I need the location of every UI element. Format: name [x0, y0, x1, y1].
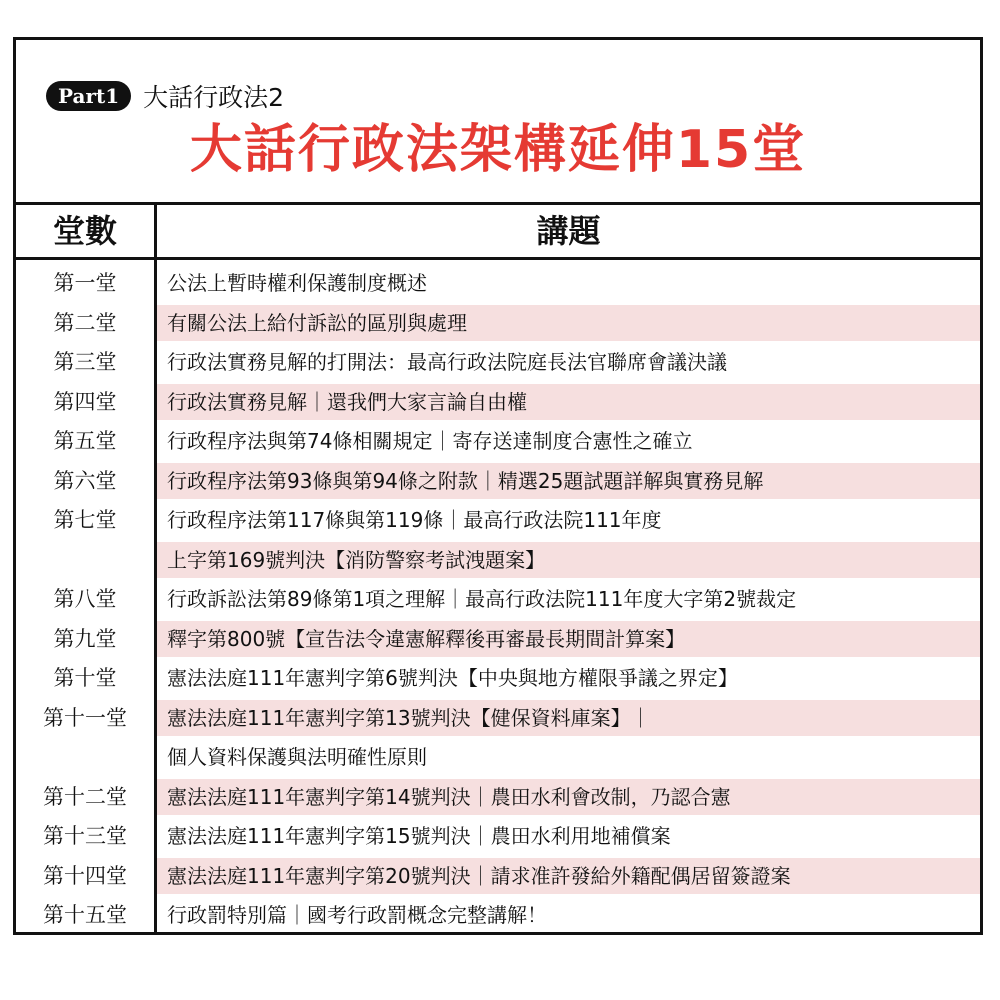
session-label: 第十三堂 — [43, 824, 127, 848]
session-label: 第三堂 — [53, 350, 117, 374]
table-row — [16, 817, 980, 855]
table-row — [16, 304, 980, 342]
table-row — [16, 462, 980, 500]
table-row — [16, 659, 980, 697]
topic-text: 行政程序法第117條與第119條｜最高行政法院111年度 — [167, 508, 662, 532]
part-subtitle: 大話行政法2 — [143, 83, 285, 112]
topic-text: 行政程序法與第74條相關規定｜寄存送達制度合憲性之確立 — [167, 429, 693, 453]
topic-text: 有關公法上給付訴訟的區別與處理 — [157, 305, 980, 341]
table-row — [16, 541, 980, 579]
session-label: 第一堂 — [53, 271, 117, 295]
header — [16, 40, 980, 205]
table-row — [16, 580, 980, 618]
topic-text: 行政法實務見解｜還我們大家言論自由權 — [157, 384, 980, 420]
column-header-session: 堂數 — [52, 212, 117, 250]
topic-text: 釋字第800號【宣告法令違憲解釋後再審最長期間計算案】 — [157, 621, 980, 657]
topic-text: 公法上暫時權利保護制度概述 — [167, 271, 427, 295]
table-row — [16, 343, 980, 381]
topic-text: 憲法法庭111年憲判字第13號判決【健保資料庫案】｜ — [157, 700, 980, 736]
table-row — [16, 738, 980, 776]
table-row — [16, 264, 980, 302]
session-label: 第五堂 — [53, 429, 117, 453]
part-badge: Part1 — [46, 81, 131, 111]
topic-text: 憲法法庭111年憲判字第14號判決｜農田水利會改制，乃認合憲 — [157, 779, 980, 815]
session-label: 第八堂 — [53, 587, 117, 611]
table-row — [16, 383, 980, 421]
topic-text: 行政訴訟法第89條第1項之理解｜最高行政法院111年度大字第2號裁定 — [167, 587, 797, 611]
course-table-frame — [13, 37, 983, 935]
session-label: 第六堂 — [53, 469, 117, 493]
part-row — [46, 78, 284, 114]
table-header-row — [16, 205, 980, 260]
session-label: 第四堂 — [53, 390, 117, 414]
session-label — [16, 541, 154, 579]
page-title: 大話行政法架構延伸15堂 — [189, 120, 807, 180]
session-label: 第十二堂 — [43, 785, 127, 809]
table-row — [16, 778, 980, 816]
table-row — [16, 857, 980, 895]
topic-text: 憲法法庭111年憲判字第6號判決【中央與地方權限爭議之界定】 — [167, 666, 738, 690]
session-label: 第七堂 — [53, 508, 117, 532]
session-label: 第二堂 — [53, 311, 117, 335]
table-row — [16, 422, 980, 460]
topic-text: 憲法法庭111年憲判字第20號判決｜請求准許發給外籍配偶居留簽證案 — [157, 858, 980, 894]
topic-text: 行政程序法第93條與第94條之附款｜精選25題試題詳解與實務見解 — [157, 463, 980, 499]
session-label: 第十堂 — [53, 666, 117, 690]
session-label: 第十一堂 — [43, 706, 127, 730]
column-header-topic: 講題 — [536, 212, 601, 250]
session-label: 第九堂 — [53, 627, 117, 651]
topic-text: 行政罰特別篇｜國考行政罰概念完整講解！ — [167, 903, 547, 927]
topic-text: 上字第169號判決【消防警察考試洩題案】 — [157, 542, 980, 578]
table-row — [16, 896, 980, 934]
topic-text: 憲法法庭111年憲判字第15號判決｜農田水利用地補償案 — [167, 824, 671, 848]
topic-text: 行政法實務見解的打開法：最高行政法院庭長法官聯席會議決議 — [167, 350, 727, 374]
session-label: 第十四堂 — [43, 864, 127, 888]
table-row — [16, 620, 980, 658]
topic-text: 個人資料保護與法明確性原則 — [167, 745, 427, 769]
session-label — [16, 738, 154, 776]
session-label: 第十五堂 — [43, 903, 127, 927]
table-row — [16, 501, 980, 539]
table-row — [16, 699, 980, 737]
